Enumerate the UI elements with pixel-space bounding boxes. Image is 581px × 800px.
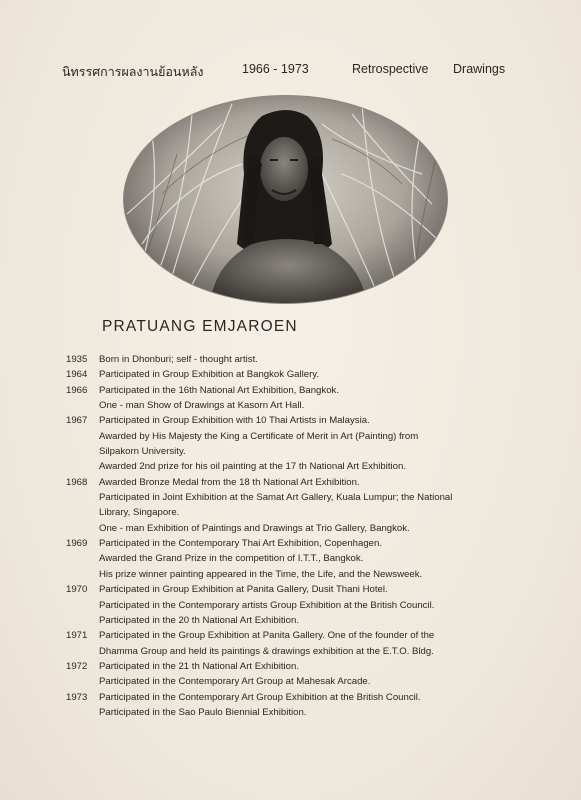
biography-text: Awarded the Grand Prize in the competition of I.T.T., Bangkok. bbox=[99, 553, 364, 565]
exhibition-title-word-2: Drawings bbox=[453, 62, 506, 76]
biography-year: 1971 bbox=[66, 630, 88, 642]
biography-entry bbox=[66, 551, 516, 566]
biography-year: 1970 bbox=[66, 584, 88, 596]
exhibition-years: 1966 - 1973 bbox=[242, 62, 309, 76]
biography-year: 1967 bbox=[66, 415, 88, 427]
biography-text: Awarded Bronze Medal from the 18 th National Art Exhibition. bbox=[99, 476, 360, 488]
biography-year: 1966 bbox=[66, 384, 88, 396]
biography-year: 1969 bbox=[66, 538, 88, 550]
biography-entry bbox=[66, 644, 516, 659]
biography-text: His prize winner painting appeared in the Time, the Life, and the Newsweek. bbox=[99, 568, 423, 580]
biography-text: Participated in the Group Exhibition at Panita Gallery. One of the founder of the bbox=[99, 630, 435, 642]
biography-text: Participated in the Sao Paulo Biennial Exhibition. bbox=[99, 706, 307, 718]
biography-entry bbox=[66, 459, 516, 474]
biography-entry bbox=[66, 690, 516, 705]
biography-year: 1972 bbox=[66, 660, 88, 672]
biography-entry bbox=[66, 674, 516, 689]
biography-text: Born in Dhonburi; self - thought artist. bbox=[99, 354, 258, 365]
biography-entry bbox=[66, 383, 516, 398]
biography-year: 1973 bbox=[66, 691, 88, 703]
biography-text: Awarded by His Majesty the King a Certificate of Merit in Art (Painting) from bbox=[99, 430, 419, 442]
biography-text: Silpakorn University. bbox=[99, 446, 186, 458]
biography-entry bbox=[66, 582, 516, 597]
exhibition-title-word-1: Retrospective bbox=[352, 62, 429, 76]
biography-list bbox=[66, 352, 516, 720]
biography-entry bbox=[66, 398, 516, 413]
biography-year: 1968 bbox=[66, 476, 88, 488]
biography-text: One - man Exhibition of Paintings and Drawings at Trio Gallery, Bangkok. bbox=[99, 522, 410, 534]
biography-entry bbox=[66, 367, 516, 382]
biography-text: One - man Show of Drawings at Kasorn Art Hall. bbox=[99, 400, 305, 412]
biography-text: Participated in Group Exhibition at Panita Gallery, Dusit Thani Hotel. bbox=[99, 584, 388, 596]
thai-title: นิทรรศการผลงานย้อนหลัง bbox=[62, 65, 204, 79]
biography-entry bbox=[66, 659, 516, 674]
biography-entry bbox=[66, 475, 516, 490]
biography-text: Participated in the 16th National Art Exhibition, Bangkok. bbox=[99, 384, 339, 396]
biography-text: Participated in the Contemporary Art Group at Mahesak Arcade. bbox=[99, 676, 371, 688]
biography-entry bbox=[66, 505, 516, 520]
biography-entry bbox=[66, 490, 516, 505]
biography-entry bbox=[66, 567, 516, 582]
biography-text: Participated in Joint Exhibition at the Samat Art Gallery, Kuala Lumpur; the National bbox=[99, 492, 453, 504]
biography-year: 1964 bbox=[66, 369, 88, 381]
biography-entry bbox=[66, 613, 516, 628]
biography-entry bbox=[66, 352, 516, 367]
biography-text: Participated in the 21 th National Art Exhibition. bbox=[99, 660, 299, 672]
header bbox=[0, 62, 581, 80]
biography-entry bbox=[66, 705, 516, 720]
biography-entry bbox=[66, 536, 516, 551]
biography-year: 1935 bbox=[66, 354, 88, 365]
artist-portrait-photo bbox=[122, 94, 449, 305]
biography-text: Library, Singapore. bbox=[99, 507, 180, 519]
biography-entry bbox=[66, 598, 516, 613]
biography-text: Participated in the Contemporary Thai Art Exhibition, Copenhagen. bbox=[99, 538, 383, 550]
biography-entry bbox=[66, 444, 516, 459]
artist-name: PRATUANG EMJAROEN bbox=[102, 318, 298, 335]
biography-text: Awarded 2nd prize for his oil painting at the 17 th National Art Exhibition. bbox=[99, 461, 407, 473]
biography-text: Participated in the Contemporary Art Group Exhibition at the British Council. bbox=[99, 691, 421, 703]
biography-text: Participated in Group Exhibition with 10 Thai Artists in Malaysia. bbox=[99, 415, 370, 427]
biography-text: Participated in Group Exhibition at Bangkok Gallery. bbox=[99, 369, 320, 381]
biography-entry bbox=[66, 628, 516, 643]
biography-entry bbox=[66, 413, 516, 428]
biography-text: Dhamma Group and held its paintings & drawings exhibition at the E.T.O. Bldg. bbox=[99, 645, 434, 657]
biography-entry bbox=[66, 521, 516, 536]
biography-entry bbox=[66, 429, 516, 444]
biography-text: Participated in the 20 th National Art Exhibition. bbox=[99, 614, 299, 626]
biography-text: Participated in the Contemporary artists Group Exhibition at the British Council. bbox=[99, 599, 435, 611]
